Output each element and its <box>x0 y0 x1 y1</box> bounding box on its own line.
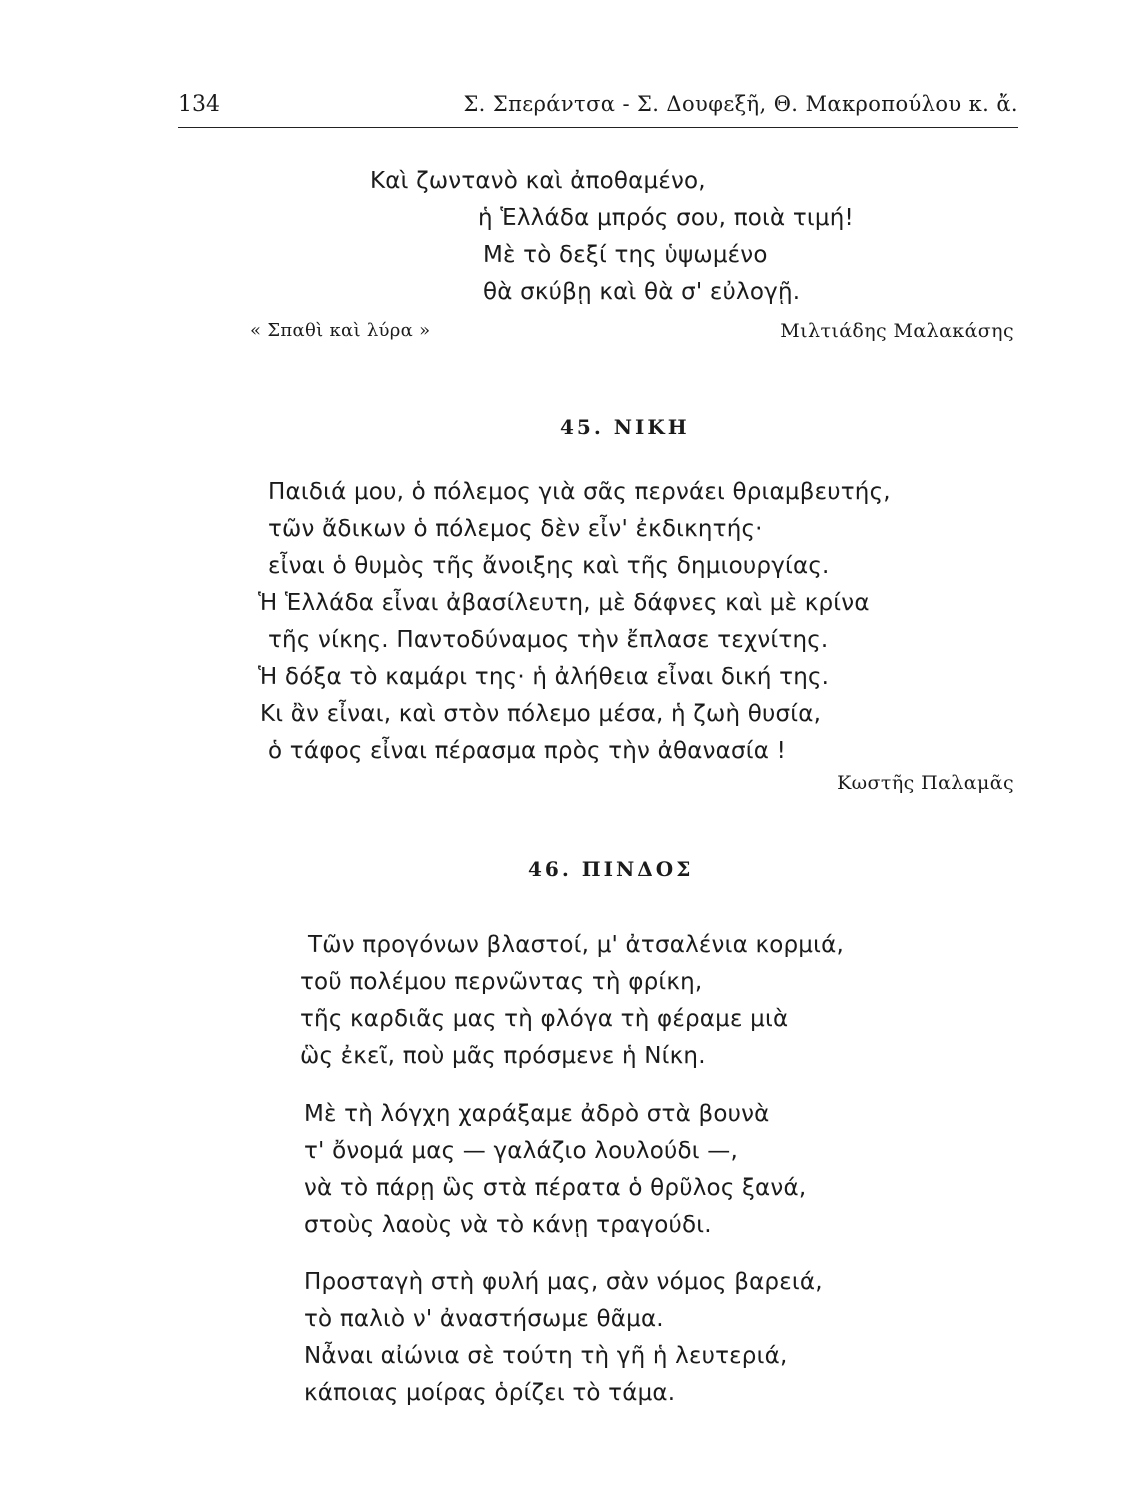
poem-line: τὸ παλιὸ ν' ἀναστήσωμε θᾶμα. <box>304 1306 664 1332</box>
poem-author: Κωστῆς Παλαμᾶς <box>837 772 1014 794</box>
poem-line: εἶναι ὁ θυμὸς τῆς ἄνοιξης καὶ τῆς δημιουργίας. <box>268 553 830 579</box>
poem-line: τῆς νίκης. Παντοδύναμος τὴν ἔπλασε τεχνίτης. <box>268 627 829 653</box>
poem-line: θὰ σκύβῃ καὶ θὰ σ' εὐλογῇ. <box>483 279 801 305</box>
poem-line: στοὺς λαοὺς νὰ τὸ κάνῃ τραγούδι. <box>304 1212 712 1238</box>
running-title: Σ. Σπεράντσα - Σ. Δουφεξῆ, Θ. Μακροπούλου κ. ἄ. <box>463 92 1018 116</box>
poem-source: « Σπαθὶ καὶ λύρα » <box>250 320 431 341</box>
poem-line: Ἡ Ἑλλάδα εἶναι ἀβασίλευτη, μὲ δάφνες καὶ μὲ κρίνα <box>258 590 870 616</box>
poem-line: Καὶ ζωντανὸ καὶ ἀποθαμένο, <box>370 168 706 194</box>
poem-line: Μὲ τὸ δεξί της ὑψωμένο <box>483 242 768 268</box>
poem-line: τ' ὄνομά μας — γαλάζιο λουλούδι —, <box>304 1138 738 1164</box>
poem-line: Ἡ δόξα τὸ καμάρι της· ἡ ἀλήθεια εἶναι δική της. <box>258 664 830 690</box>
poem46-stanza-3 <box>304 1264 823 1412</box>
poem-line: ὣς ἐκεῖ, ποὺ μᾶς πρόσμενε ἡ Νίκη. <box>300 1043 706 1069</box>
poem-line: Προσταγὴ στὴ φυλή μας, σὰν νόμος βαρειά, <box>304 1269 823 1295</box>
poem46-stanza-1 <box>300 927 844 1075</box>
poem46-stanza-2 <box>304 1096 806 1244</box>
poem-line: Νἆναι αἰώνια σὲ τούτη τὴ γῆ ἡ λευτεριά, <box>304 1343 788 1369</box>
poem-line: ὁ τάφος εἶναι πέρασμα πρὸς τὴν ἀθανασία ! <box>268 738 787 764</box>
poem-title: 46. ΠΙΝΔΟΣ <box>528 857 694 881</box>
poem-line: Τῶν προγόνων βλαστοί, μ' ἀτσαλένια κορμιά, <box>308 932 844 958</box>
poem-line: Μὲ τὴ λόγχη χαράξαμε ἀδρὸ στὰ βουνὰ <box>304 1101 770 1127</box>
poem-line: Παιδιά μου, ὁ πόλεμος γιὰ σᾶς περνάει θριαμβευτής, <box>268 479 891 505</box>
poem-line: νὰ τὸ πάρῃ ὣς στὰ πέρατα ὁ θρῦλος ξανά, <box>304 1175 807 1201</box>
poem-line: τῆς καρδιᾶς μας τὴ φλόγα τὴ φέραμε μιὰ <box>300 1006 789 1032</box>
poem-line: κάποιας μοίρας ὁρίζει τὸ τάμα. <box>304 1380 676 1406</box>
page-header <box>178 92 1018 126</box>
page-number: 134 <box>178 92 220 117</box>
poem-title: 45. ΝΙΚΗ <box>560 415 690 439</box>
poem1-stanza <box>300 163 854 311</box>
poem-line: τῶν ἄδικων ὁ πόλεμος δὲν εἶν' ἐκδικητής· <box>268 516 763 542</box>
header-rule <box>178 127 1018 128</box>
poem45-stanza <box>258 474 891 770</box>
poem-line: τοῦ πολέμου περνῶντας τὴ φρίκη, <box>300 969 703 995</box>
poem-author: Μιλτιάδης Μαλακάσης <box>780 320 1014 342</box>
poem-line: ἡ Ἑλλάδα μπρός σου, ποιὰ τιμή! <box>478 205 854 231</box>
poem-line: Κι ἂν εἶναι, καὶ στὸν πόλεμο μέσα, ἡ ζωὴ θυσία, <box>260 701 822 727</box>
